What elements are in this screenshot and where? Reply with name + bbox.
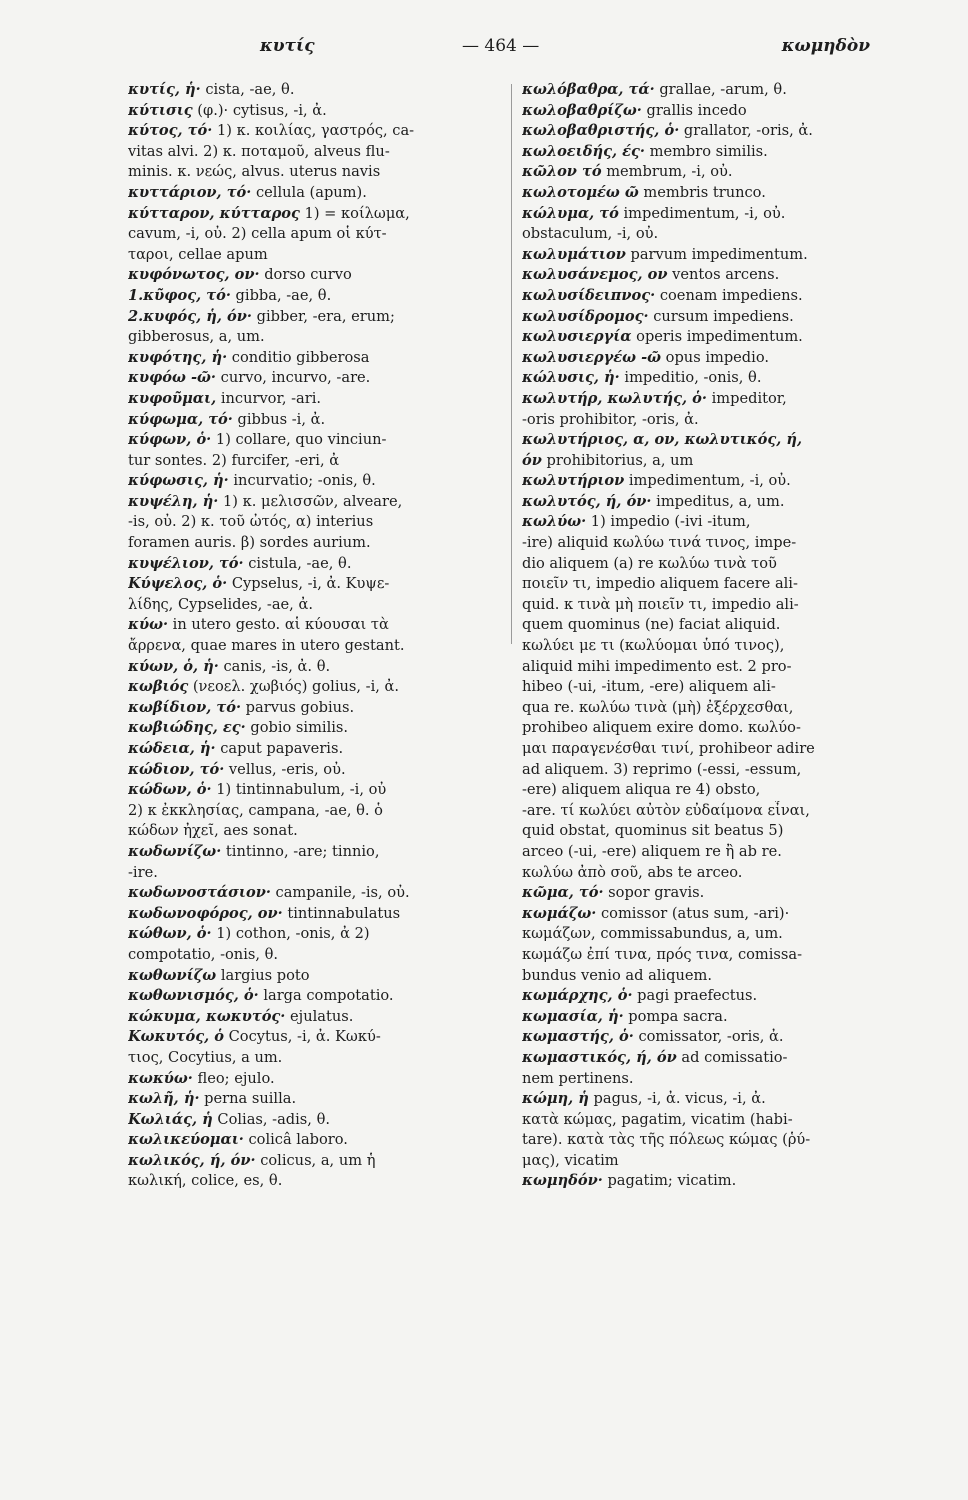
entry-continuation-line — [522, 698, 904, 719]
headword: κυφοῦμαι, — [128, 389, 217, 407]
entry-continuation-line — [522, 224, 904, 245]
definition-text: -ere) aliquem aliqua re 4) obsto, — [522, 781, 761, 799]
entry-line — [522, 389, 904, 410]
definition-text: gibba, -ae, θ. — [230, 286, 332, 304]
headword: κωλῆ, ἡ· — [128, 1090, 200, 1108]
definition-text: 2) κ ἐκκλησίας, campana, -ae, θ. ὁ — [128, 801, 383, 819]
headword: κωλύω· — [522, 513, 587, 531]
definition-text: membro similis. — [644, 142, 768, 160]
definition-text: membrum, -i, οὐ. — [601, 163, 733, 181]
entry-line — [522, 142, 904, 163]
entry-continuation-line — [522, 574, 904, 595]
definition-text: obstaculum, -i, οὐ. — [522, 225, 659, 243]
entry-line — [128, 121, 504, 142]
definition-text: κωμάζων, commissabundus, a, um. — [522, 925, 783, 943]
definition-text: minis. κ. νεώς, alvus. uterus navis — [128, 163, 381, 181]
definition-text: κωλύει με τι (κωλύομαι ὑπό τινος), — [522, 637, 785, 655]
definition-text: (φ.)· cytisus, -i, ἀ. — [192, 101, 327, 119]
definition-text: impedimentum, -i, οὐ. — [624, 472, 791, 490]
entry-line — [128, 389, 504, 410]
entry-line — [522, 986, 904, 1007]
entry-continuation-line — [522, 924, 904, 945]
definition-text: pagatim; vicatim. — [602, 1172, 737, 1190]
entry-continuation-line — [522, 1069, 904, 1090]
definition-text: ad aliquem. 3) reprimo (-essi, -essum, — [522, 760, 802, 778]
entry-continuation-line — [522, 636, 904, 657]
entry-continuation-line — [522, 677, 904, 698]
entry-line — [128, 1151, 504, 1172]
definition-text: tare). κατὰ τὰς τῆς πόλεως κώμας (ῥύ- — [522, 1131, 811, 1149]
entry-continuation-line — [522, 718, 904, 739]
definition-text: quid obstat, quominus sit beatus 5) — [522, 822, 784, 840]
entry-line — [128, 1069, 504, 1090]
headword: κύω· — [128, 616, 169, 634]
entry-line — [128, 183, 504, 204]
entry-continuation-line — [522, 1110, 904, 1131]
headword: κωμηδόν· — [522, 1172, 603, 1190]
entry-line — [128, 842, 504, 863]
entry-line — [522, 265, 904, 286]
definition-text: caput papaveris. — [215, 740, 344, 757]
entry-continuation-line — [522, 821, 904, 842]
headword: κωβίδιον, τό· — [128, 698, 242, 716]
definition-text: bundus venio ad aliquem. — [522, 966, 712, 984]
entry-line — [128, 554, 504, 575]
definition-text: hibeo (-ui, -itum, -ere) aliquem ali- — [522, 678, 776, 696]
headword: κωλυσιεργία — [522, 328, 632, 346]
definition-text: quid. κ τινὰ μὴ ποιεῖν τι, impedio ali- — [522, 595, 799, 613]
entry-line — [128, 1089, 504, 1110]
definition-text: impeditus, a, um. — [651, 492, 785, 510]
entry-line — [522, 307, 904, 328]
definition-text: gobio similis. — [245, 719, 349, 737]
definition-text: canis, -is, ἀ. θ. — [218, 657, 331, 675]
headword: κωλυσίδρομος· — [522, 307, 649, 325]
entry-line — [128, 368, 504, 389]
entry-line — [522, 492, 904, 513]
definition-text: opus impedio. — [661, 348, 769, 366]
entry-line — [522, 904, 904, 925]
definition-text: parvus gobius. — [241, 698, 355, 716]
definition-text: κωλική, colice, es, θ. — [128, 1172, 283, 1190]
entry-line — [128, 739, 504, 760]
headword: κυφότης, ἡ· — [128, 348, 228, 366]
entry-continuation-line — [128, 801, 504, 822]
definition-text: impeditor, — [706, 389, 787, 407]
definition-text: Colias, -adis, θ. — [212, 1110, 330, 1128]
entry-continuation-line — [522, 410, 904, 431]
definition-text: pagus, -i, ἀ. vicus, -i, ἀ. — [588, 1090, 766, 1108]
headword: κῶλον τό — [522, 163, 602, 181]
definition-text: ταροι, cellae apum — [128, 245, 268, 263]
entry-continuation-line — [522, 945, 904, 966]
definition-text: 1) tintinnabulum, -i, οὐ — [211, 781, 387, 799]
entry-line — [128, 307, 504, 328]
left-column — [128, 80, 504, 1192]
headword: κώδιον, τό· — [128, 760, 225, 778]
definition-text: grallae, -arum, θ. — [654, 81, 787, 98]
entry-continuation-line — [128, 245, 504, 266]
entry-continuation-line — [522, 595, 904, 616]
definition-text: aliquid mihi impedimento est. 2 pro- — [522, 657, 792, 675]
definition-text: vitas alvi. 2) κ. ποταμοῦ, alveus flu- — [128, 142, 390, 160]
headword: κύων, ὁ, ἡ· — [128, 657, 219, 675]
headword: Κωκυτός, ὁ — [128, 1028, 224, 1046]
headword: κωλυσιεργέω -ῶ — [522, 348, 662, 366]
definition-text: perna suilla. — [199, 1090, 297, 1108]
entry-line — [522, 245, 904, 266]
definition-text: κωμάζω ἐπί τινα, πρός τινα, comissa- — [522, 945, 803, 963]
headword: κωλοτομέω ῶ — [522, 183, 639, 201]
headword: Κωλιάς, ἡ — [128, 1110, 213, 1128]
entry-line — [522, 101, 904, 122]
definition-text: cellula (apum). — [251, 183, 367, 201]
entry-line — [522, 368, 904, 389]
definition-text: conditio gibberosa — [227, 348, 370, 366]
definition-text: cistula, -ae, θ. — [243, 554, 352, 572]
entry-continuation-line — [128, 595, 504, 616]
headword: 1.κῦφος, τό· — [128, 286, 231, 304]
definition-text: qua re. κωλύω τινὰ (μὴ) ἐξέρχεσθαι, — [522, 698, 794, 716]
entry-continuation-line — [128, 533, 504, 554]
definition-text: pompa sacra. — [623, 1007, 728, 1025]
headword: κυφόνωτος, ον· — [128, 266, 260, 284]
definition-text: ventos arcens. — [667, 266, 780, 284]
definition-text: κωλύω ἀπὸ σοῦ, abs te arceo. — [522, 863, 743, 881]
entry-continuation-line — [522, 615, 904, 636]
headword: κωθωνισμός, ὁ· — [128, 987, 259, 1005]
entry-continuation-line — [128, 327, 504, 348]
entry-line — [522, 327, 904, 348]
headword: κύτταρον, κύτταρος — [128, 204, 300, 222]
definition-text: parvum impedimentum. — [625, 245, 808, 263]
definition-text: -is, οὐ. 2) κ. τοῦ ὠτός, α) interius — [128, 513, 374, 531]
entry-line — [128, 657, 504, 678]
definition-text: -ire) aliquid κωλύω τινά τινος, impe- — [522, 534, 797, 552]
entry-line — [128, 698, 504, 719]
entry-line — [128, 204, 504, 225]
headword: κωμαστής, ὁ· — [522, 1028, 634, 1046]
definition-text: -oris prohibitor, -oris, ἀ. — [522, 410, 699, 428]
headword: κώκυμα, κωκυτός· — [128, 1007, 286, 1025]
definition-text: comissator, -oris, ἀ. — [633, 1028, 784, 1046]
entry-line — [522, 183, 904, 204]
headword: κωλοβαθρίζω· — [522, 101, 642, 119]
entry-continuation-line — [128, 821, 504, 842]
headword: κυτίς, ἡ· — [128, 81, 201, 98]
definition-text: grallator, -oris, ἀ. — [679, 122, 813, 140]
headword: κωμάζω· — [522, 904, 597, 922]
entry-line — [522, 1089, 904, 1110]
entry-continuation-line — [522, 801, 904, 822]
entry-continuation-line — [522, 966, 904, 987]
definition-text: colicus, a, um ἡ — [255, 1151, 376, 1169]
headword: κύτος, τό· — [128, 122, 213, 140]
headword: κωλόβαθρα, τά· — [522, 81, 655, 98]
entry-line — [128, 904, 504, 925]
entry-line — [522, 430, 904, 451]
entry-line — [128, 677, 504, 698]
headword: 2.κυφός, ἡ, όν· — [128, 307, 252, 325]
definition-text: tur sontes. 2) furcifer, -eri, ἀ — [128, 451, 340, 469]
headword: κωμασία, ἡ· — [522, 1007, 624, 1025]
page-number: — 464 — — [462, 36, 540, 56]
entry-line — [128, 1110, 504, 1131]
entry-line — [128, 760, 504, 781]
definition-text: 1) impedio (-ivi -itum, — [586, 513, 751, 531]
headword: κωλυσίδειπνος· — [522, 286, 656, 304]
entry-line — [128, 286, 504, 307]
entry-continuation-line — [522, 1130, 904, 1151]
entry-line — [128, 615, 504, 636]
definition-text: tintinno, -are; tinnio, — [221, 842, 380, 860]
headword: κωδωνοφόρος, ον· — [128, 904, 283, 922]
definition-text: quem quominus (ne) faciat aliquid. — [522, 616, 781, 634]
entry-continuation-line — [522, 533, 904, 554]
entry-line — [128, 780, 504, 801]
headword: κωλυτήρ, κωλυτής, ὁ· — [522, 389, 707, 407]
entry-continuation-line — [128, 224, 504, 245]
definition-text: 1) cothon, -onis, ἀ 2) — [211, 925, 370, 943]
entry-continuation-line — [522, 760, 904, 781]
definition-text: operis impedimentum. — [631, 328, 803, 346]
entry-line — [522, 1171, 904, 1192]
headword: κωλοειδής, ές· — [522, 142, 645, 160]
definition-text: ejulatus. — [285, 1007, 354, 1025]
definition-text: τιος, Cocytius, a um. — [128, 1048, 283, 1066]
entry-continuation-line — [128, 512, 504, 533]
definition-text: incurvatio; -onis, θ. — [228, 472, 376, 490]
entry-line — [128, 1130, 504, 1151]
definition-text: tintinnabulatus — [282, 904, 401, 922]
definition-text: Cypselus, -i, ἀ. Κυψε- — [227, 575, 390, 593]
definition-text: gibbus -i, ἀ. — [232, 410, 326, 428]
entry-line — [522, 451, 904, 472]
definition-text: gibber, -era, erum; — [252, 307, 395, 325]
headword: κωλυτός, ή, όν· — [522, 492, 652, 510]
definition-text: 1) collare, quo vinciun- — [211, 431, 387, 449]
headword: κωμάρχης, ὁ· — [522, 987, 633, 1005]
entry-line — [128, 430, 504, 451]
header-last-word: κωμηδὸν — [781, 36, 870, 56]
definition-text: cursum impediens. — [648, 307, 794, 325]
definition-text: μας), vicatim — [522, 1151, 619, 1169]
entry-continuation-line — [522, 554, 904, 575]
headword: κωλοβαθριστής, ὁ· — [522, 122, 680, 140]
headword: κύφωσις, ἡ· — [128, 472, 229, 490]
entry-continuation-line — [522, 842, 904, 863]
entry-line — [522, 1007, 904, 1028]
definition-text: 1) = κοίλωμα, — [299, 204, 410, 222]
entry-line — [128, 718, 504, 739]
headword: κωμαστικός, ή, όν — [522, 1048, 677, 1066]
entry-continuation-line — [522, 863, 904, 884]
entry-line — [522, 883, 904, 904]
entry-line — [522, 162, 904, 183]
definition-text: largius poto — [216, 966, 310, 984]
entry-line — [522, 512, 904, 533]
entry-line — [522, 80, 904, 101]
headword: κώμη, ἡ — [522, 1090, 589, 1108]
definition-text: cista, -ae, θ. — [200, 81, 295, 98]
right-column — [522, 80, 904, 1192]
definition-text: Cocytus, -i, ἀ. Κωκύ- — [223, 1028, 381, 1046]
definition-text: compotatio, -onis, θ. — [128, 945, 279, 963]
definition-text: nem pertinens. — [522, 1069, 634, 1087]
headword: κωκύω· — [128, 1069, 193, 1087]
headword: κῶμα, τό· — [522, 884, 604, 902]
headword: κωβιώδης, ες· — [128, 719, 246, 737]
definition-text: λίδης, Cypselides, -ae, ἀ. — [128, 595, 313, 613]
headword: κυψέλιον, τό· — [128, 554, 244, 572]
entry-line — [128, 101, 504, 122]
entry-continuation-line — [128, 162, 504, 183]
headword: κύφωμα, τό· — [128, 410, 233, 428]
entry-line — [128, 265, 504, 286]
headword: κυττάριον, τό· — [128, 183, 252, 201]
entry-line — [522, 1048, 904, 1069]
definition-text: prohibeo aliquem exire domo. κωλύο- — [522, 719, 801, 737]
headword: κώδεια, ἡ· — [128, 740, 216, 757]
definition-text: in utero gesto. αἱ κύουσαι τὰ — [168, 616, 389, 634]
entry-continuation-line — [128, 1171, 504, 1192]
headword: όν — [522, 451, 542, 469]
entry-continuation-line — [522, 780, 904, 801]
entry-line — [522, 204, 904, 225]
entry-line — [522, 121, 904, 142]
definition-text: prohibitorius, a, um — [541, 451, 694, 469]
headword: κωλυμάτιον — [522, 245, 626, 263]
header-first-word: κυτίς — [260, 36, 315, 56]
definition-text: -ire. — [128, 863, 158, 881]
headword: κωδωνοστάσιον· — [128, 884, 271, 902]
entry-line — [128, 410, 504, 431]
entry-line — [128, 574, 504, 595]
entry-line — [522, 471, 904, 492]
definition-text: arceo (-ui, -ere) aliquem re ἢ ab re. — [522, 842, 782, 860]
headword: Κύψελος, ὁ· — [128, 575, 228, 593]
entry-continuation-line — [522, 1151, 904, 1172]
definition-text: μαι παραγενέσθαι τινί, prohibeor adire — [522, 740, 815, 757]
definition-text: larga compotatio. — [258, 987, 394, 1005]
headword: κώλυμα, τό — [522, 204, 619, 222]
definition-text: impedimentum, -i, οὐ. — [618, 204, 786, 222]
definition-text: vellus, -eris, οὐ. — [224, 760, 346, 778]
entry-continuation-line — [128, 636, 504, 657]
entry-line — [128, 986, 504, 1007]
entry-line — [128, 1007, 504, 1028]
definition-text: pagi praefectus. — [632, 987, 758, 1005]
headword: κωθωνίζω — [128, 966, 217, 984]
entry-continuation-line — [522, 739, 904, 760]
definition-text: ad comissatio- — [676, 1048, 788, 1066]
definition-text: dio aliquem (a) re κωλύω τινὰ τοῦ — [522, 554, 777, 572]
headword: κωλυτήριος, α, ον, κωλυτικός, ή, — [522, 431, 803, 449]
entry-line — [128, 348, 504, 369]
definition-text: colicâ laboro. — [243, 1131, 348, 1149]
headword: κωλυτήριον — [522, 472, 625, 490]
entry-continuation-line — [128, 451, 504, 472]
definition-text: (νεοελ. χωβιός) golius, -i, ἀ. — [188, 678, 400, 696]
definition-text: coenam impediens. — [655, 286, 803, 304]
entry-line — [128, 883, 504, 904]
definition-text: comissor (atus sum, -ari)· — [596, 904, 790, 922]
headword: κύφων, ὁ· — [128, 431, 212, 449]
entry-line — [128, 1027, 504, 1048]
entry-line — [128, 492, 504, 513]
definition-text: incurvor, -ari. — [216, 389, 322, 407]
definition-text: fleo; ejulo. — [192, 1069, 275, 1087]
entry-continuation-line — [128, 1048, 504, 1069]
entry-line — [128, 80, 504, 101]
headword: κώλυσις, ἡ· — [522, 369, 620, 387]
definition-text: campanile, -is, οὐ. — [270, 884, 410, 902]
headword: κωλικός, ή, όν· — [128, 1151, 256, 1169]
definition-text: 1) κ. κοιλίας, γαστρός, ca- — [212, 122, 415, 140]
entry-continuation-line — [128, 142, 504, 163]
definition-text: impeditio, -onis, θ. — [619, 369, 762, 387]
headword: κύτισις — [128, 101, 193, 119]
headword: κώθων, ὁ· — [128, 925, 212, 943]
entry-line — [128, 924, 504, 945]
definition-text: cavum, -i, οὐ. 2) cella apum οἱ κύτ- — [128, 225, 387, 243]
definition-text: 1) κ. μελισσῶν, alveare, — [218, 492, 403, 510]
headword: κώδων, ὁ· — [128, 781, 212, 799]
entry-continuation-line — [128, 945, 504, 966]
entry-line — [128, 471, 504, 492]
definition-text: dorso curvo — [259, 266, 352, 284]
entry-continuation-line — [128, 863, 504, 884]
definition-text: κώδων ἠχεῖ, aes sonat. — [128, 822, 298, 840]
entry-continuation-line — [522, 657, 904, 678]
definition-text: gibberosus, a, um. — [128, 328, 265, 346]
headword: κωδωνίζω· — [128, 842, 222, 860]
definition-text: foramen auris. β) sordes aurium. — [128, 534, 371, 552]
definition-text: curvo, incurvo, -are. — [216, 369, 371, 387]
definition-text: κατὰ κώμας, pagatim, vicatim (habi- — [522, 1110, 793, 1128]
definition-text: membris trunco. — [638, 183, 766, 201]
page-header — [110, 36, 900, 64]
definition-text: ἄρρενα, quae mares in utero gestant. — [128, 637, 405, 655]
column-divider — [511, 84, 512, 644]
definition-text: sopor gravis. — [603, 884, 705, 902]
headword: κωλικεύομαι· — [128, 1131, 244, 1149]
headword: κωλυσάνεμος, ον — [522, 266, 668, 284]
definition-text: grallis incedo — [641, 101, 747, 119]
entry-line — [522, 1027, 904, 1048]
headword: κυφόω -ῶ· — [128, 369, 217, 387]
entry-line — [522, 348, 904, 369]
definition-text: ποιεῖν τι, impedio aliquem facere ali- — [522, 575, 798, 593]
entry-line — [128, 966, 504, 987]
headword: κωβιός — [128, 678, 189, 696]
entry-line — [522, 286, 904, 307]
definition-text: -are. τί κωλύει αὐτὸν εὐδαίμονα εἶναι, — [522, 801, 810, 819]
headword: κυψέλη, ἡ· — [128, 492, 219, 510]
